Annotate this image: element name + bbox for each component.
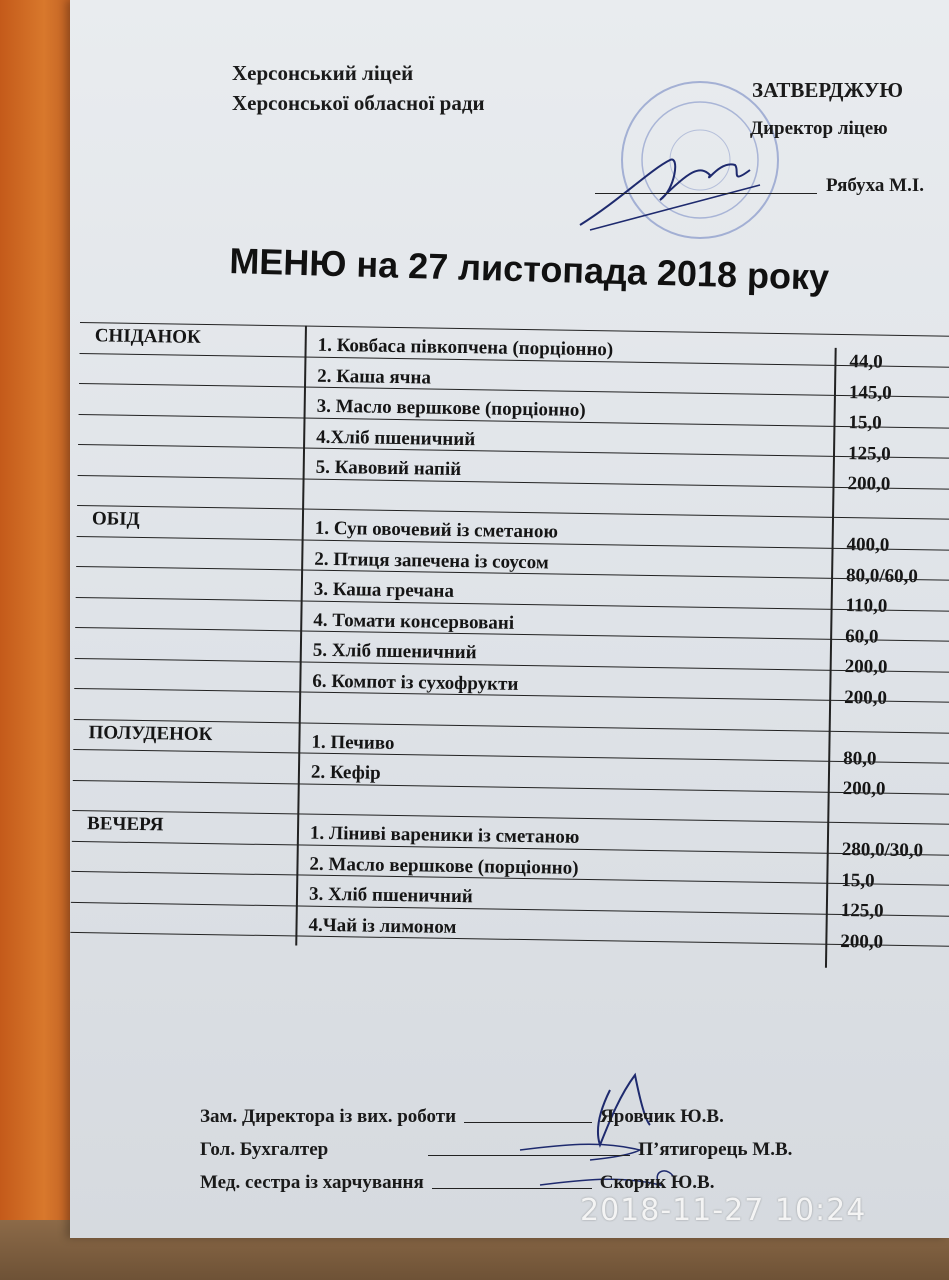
dish-name: 2. Масло вершкове (порціонно)	[309, 853, 579, 879]
dish-name: 4. Томати консервовані	[313, 609, 515, 634]
meal-label: ОБІД	[91, 508, 140, 530]
dish-name: 5. Хліб пшеничний	[312, 639, 477, 664]
signer-row	[200, 1133, 792, 1166]
signer-name: П’ятигорець М.В.	[638, 1139, 793, 1160]
portion-weight: 60,0	[844, 625, 879, 648]
portion-weight: 200,0	[844, 656, 888, 678]
director-title: Директор ліцею	[750, 118, 888, 139]
portion-weight: 280,0/30,0	[841, 839, 924, 862]
portion-weight: 200,0	[847, 473, 891, 495]
dish-name: 2. Каша ячна	[317, 365, 432, 389]
photo-timestamp: 2018-11-27 10:24	[580, 1193, 867, 1228]
school-name	[232, 58, 485, 118]
portion-weight: 80,0	[843, 747, 877, 770]
portion-weight: 125,0	[847, 442, 891, 465]
portion-weight: 125,0	[840, 900, 884, 922]
portion-weight: 15,0	[841, 869, 875, 892]
portion-weight: 110,0	[845, 595, 888, 617]
portion-weight: 15,0	[848, 412, 882, 434]
approval-label: ЗАТВЕРДЖУЮ	[752, 78, 903, 102]
signature-blank	[432, 1166, 592, 1189]
dish-name: 5. Кавовий напій	[315, 456, 462, 481]
signature-blank	[428, 1133, 630, 1156]
dish-name: 4.Хліб пшеничний	[316, 426, 476, 450]
signer-name: Яровчик Ю.В.	[600, 1106, 724, 1127]
signer-name: Скорик Ю.В.	[599, 1172, 715, 1193]
portion-weight: 145,0	[848, 381, 892, 404]
director-signature	[560, 130, 780, 250]
meal-label: ПОЛУДЕНОК	[88, 721, 213, 745]
portion-weight: 200,0	[842, 778, 886, 800]
portion-weight: 200,0	[844, 686, 888, 709]
dish-name: 3. Хліб пшеничний	[308, 883, 473, 908]
dish-name: 1. Ковбаса півкопчена (порціонно)	[317, 334, 614, 361]
desk-background	[0, 0, 80, 1280]
portion-weight: 200,0	[840, 930, 884, 953]
signer-role: Зам. Директора із вих. роботи	[200, 1106, 457, 1127]
meal-label: СНІДАНОК	[94, 325, 201, 348]
dish-name: 3. Каша гречана	[313, 578, 455, 602]
menu-table	[70, 322, 949, 953]
signer-role: Гол. Бухгалтер	[200, 1139, 329, 1160]
portion-weight: 400,0	[846, 534, 890, 556]
signer-role: Мед. сестра із харчування	[200, 1172, 424, 1193]
page-title: МЕНЮ на 27 листопада 2018 року	[228, 240, 830, 298]
school-line-2: Херсонської обласної ради	[232, 91, 485, 115]
dish-name: 6. Компот із сухофрукти	[312, 670, 519, 695]
signature-blank	[464, 1100, 592, 1123]
meal-label: ВЕЧЕРЯ	[86, 813, 164, 836]
dish-name: 2. Птиця запечена із соусом	[314, 548, 549, 573]
dish-name: 1. Ліниві вареники із сметаною	[309, 822, 580, 848]
portion-weight: 44,0	[849, 351, 883, 373]
dish-name: 3. Масло вершкове (порціонно)	[316, 395, 586, 421]
portion-weight: 80,0/60,0	[845, 564, 919, 587]
school-line-1: Херсонський ліцей	[232, 61, 414, 85]
director-signature-line	[595, 193, 817, 194]
dish-name: 1. Печиво	[311, 731, 395, 754]
director-name: Рябуха М.І.	[826, 175, 924, 196]
signer-row	[200, 1100, 792, 1133]
dish-name: 2. Кефір	[310, 761, 381, 784]
signers-block	[200, 1100, 792, 1199]
dish-name: 1. Суп овочевий із сметаною	[314, 517, 559, 543]
dish-name: 4.Чай із лимоном	[308, 914, 457, 938]
